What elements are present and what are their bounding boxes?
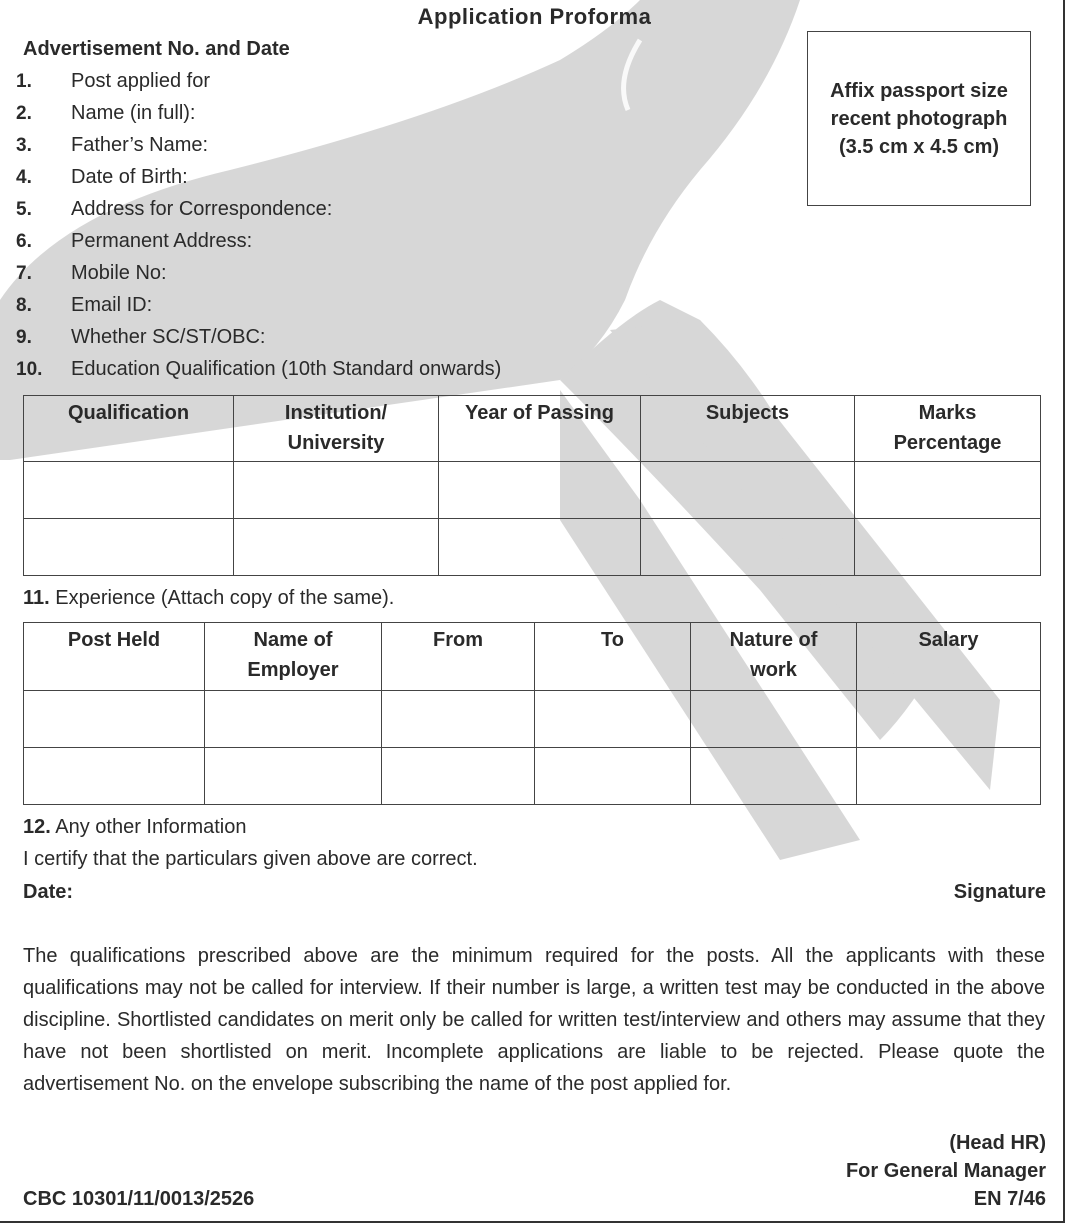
notice-paragraph: The qualifications prescribed above are the minimum required for the posts. All the applicants with these qualifications may not be called for interview. If their number is large, a written test may be conducted in the above discipline. Shortlisted candidates on merit only be called for written test/interview and others may assume that they have not been shortlisted on merit. Incomplete applications are liable to be rejected. Please quote the advertisement No. on the envelope subscribing the name of the post applied for. xyxy=(23,945,1045,1095)
table-header-row xyxy=(24,396,1041,462)
table-cell[interactable] xyxy=(24,462,234,519)
photo-line: Affix passport size xyxy=(830,79,1008,102)
table-cell[interactable] xyxy=(234,519,439,576)
field-category: Whether SC/ST/OBC: xyxy=(71,326,266,348)
header-year-of-passing: Year of Passing xyxy=(439,396,641,462)
table-row xyxy=(24,748,1041,805)
table-cell[interactable] xyxy=(439,462,641,519)
head-hr: (Head HR) xyxy=(949,1132,1046,1154)
header-salary: Salary xyxy=(857,623,1041,691)
for-general-manager: For General Manager xyxy=(845,1160,1046,1182)
table-cell[interactable] xyxy=(205,691,382,748)
table-cell[interactable] xyxy=(24,691,205,748)
experience-number: 11. xyxy=(23,587,50,609)
header-institution: Institution/ University xyxy=(234,396,439,462)
date-label: Date: xyxy=(23,881,74,903)
table-cell[interactable] xyxy=(535,748,691,805)
table-cell[interactable] xyxy=(641,462,855,519)
table-cell[interactable] xyxy=(857,748,1041,805)
table-cell[interactable] xyxy=(382,691,535,748)
header-nature-of-work: Nature of work xyxy=(691,623,857,691)
cbc-code: CBC 10301/11/0013/2526 xyxy=(23,1188,255,1210)
header-employer: Name of Employer xyxy=(205,623,382,691)
advertisement-label: Advertisement No. and Date xyxy=(23,38,290,60)
field-date-of-birth: Date of Birth: xyxy=(71,166,188,188)
field-email: Email ID: xyxy=(71,294,153,316)
other-info-label: Any other Information xyxy=(50,816,247,838)
signature-label: Signature xyxy=(953,881,1046,903)
field-mobile: Mobile No: xyxy=(71,262,167,284)
experience-table xyxy=(23,622,1041,805)
field-number: 9. xyxy=(16,327,32,348)
table-row xyxy=(24,691,1041,748)
field-number: 5. xyxy=(16,199,32,220)
table-cell[interactable] xyxy=(857,691,1041,748)
photo-box xyxy=(807,31,1031,206)
table-cell[interactable] xyxy=(24,748,205,805)
header-to: To xyxy=(535,623,691,691)
header-qualification: Qualification xyxy=(24,396,234,462)
field-permanent-address: Permanent Address: xyxy=(71,230,253,252)
photo-line: recent photograph xyxy=(830,107,1008,130)
photo-line: (3.5 cm x 4.5 cm) xyxy=(838,135,1000,158)
header-subjects: Subjects xyxy=(641,396,855,462)
table-cell[interactable] xyxy=(439,519,641,576)
form-title: Application Proforma xyxy=(417,4,652,29)
field-father-name: Father’s Name: xyxy=(71,134,209,156)
field-number: 4. xyxy=(16,167,32,188)
field-education: Education Qualification (10th Standard onwards) xyxy=(71,358,502,380)
other-info-number: 12. xyxy=(23,816,51,838)
experience-label: Experience (Attach copy of the same). xyxy=(49,587,395,609)
table-cell[interactable] xyxy=(382,748,535,805)
certify-statement: I certify that the particulars given above are correct. xyxy=(23,848,478,870)
header-post-held: Post Held xyxy=(24,623,205,691)
table-cell[interactable] xyxy=(535,691,691,748)
table-cell[interactable] xyxy=(691,691,857,748)
table-row xyxy=(24,519,1041,576)
table-cell[interactable] xyxy=(205,748,382,805)
header-marks: Marks Percentage xyxy=(855,396,1041,462)
experience-heading xyxy=(23,587,394,610)
field-number: 2. xyxy=(16,103,32,124)
field-correspondence-address: Address for Correspondence: xyxy=(71,198,333,220)
table-cell[interactable] xyxy=(855,519,1041,576)
other-info-heading xyxy=(23,816,246,839)
table-header-row xyxy=(24,623,1041,691)
field-number: 10. xyxy=(16,359,43,380)
table-cell[interactable] xyxy=(234,462,439,519)
en-code: EN 7/46 xyxy=(973,1188,1046,1210)
field-number: 7. xyxy=(16,263,32,284)
field-post-applied: Post applied for xyxy=(71,70,210,92)
table-cell[interactable] xyxy=(691,748,857,805)
field-number: 6. xyxy=(16,231,32,252)
field-number: 8. xyxy=(16,295,32,316)
table-cell[interactable] xyxy=(641,519,855,576)
field-number: 3. xyxy=(16,135,32,156)
education-table xyxy=(23,395,1041,576)
header-from: From xyxy=(382,623,535,691)
field-number: 1. xyxy=(16,71,32,92)
field-name: Name (in full): xyxy=(71,102,196,124)
table-row xyxy=(24,462,1041,519)
table-cell[interactable] xyxy=(855,462,1041,519)
table-cell[interactable] xyxy=(24,519,234,576)
